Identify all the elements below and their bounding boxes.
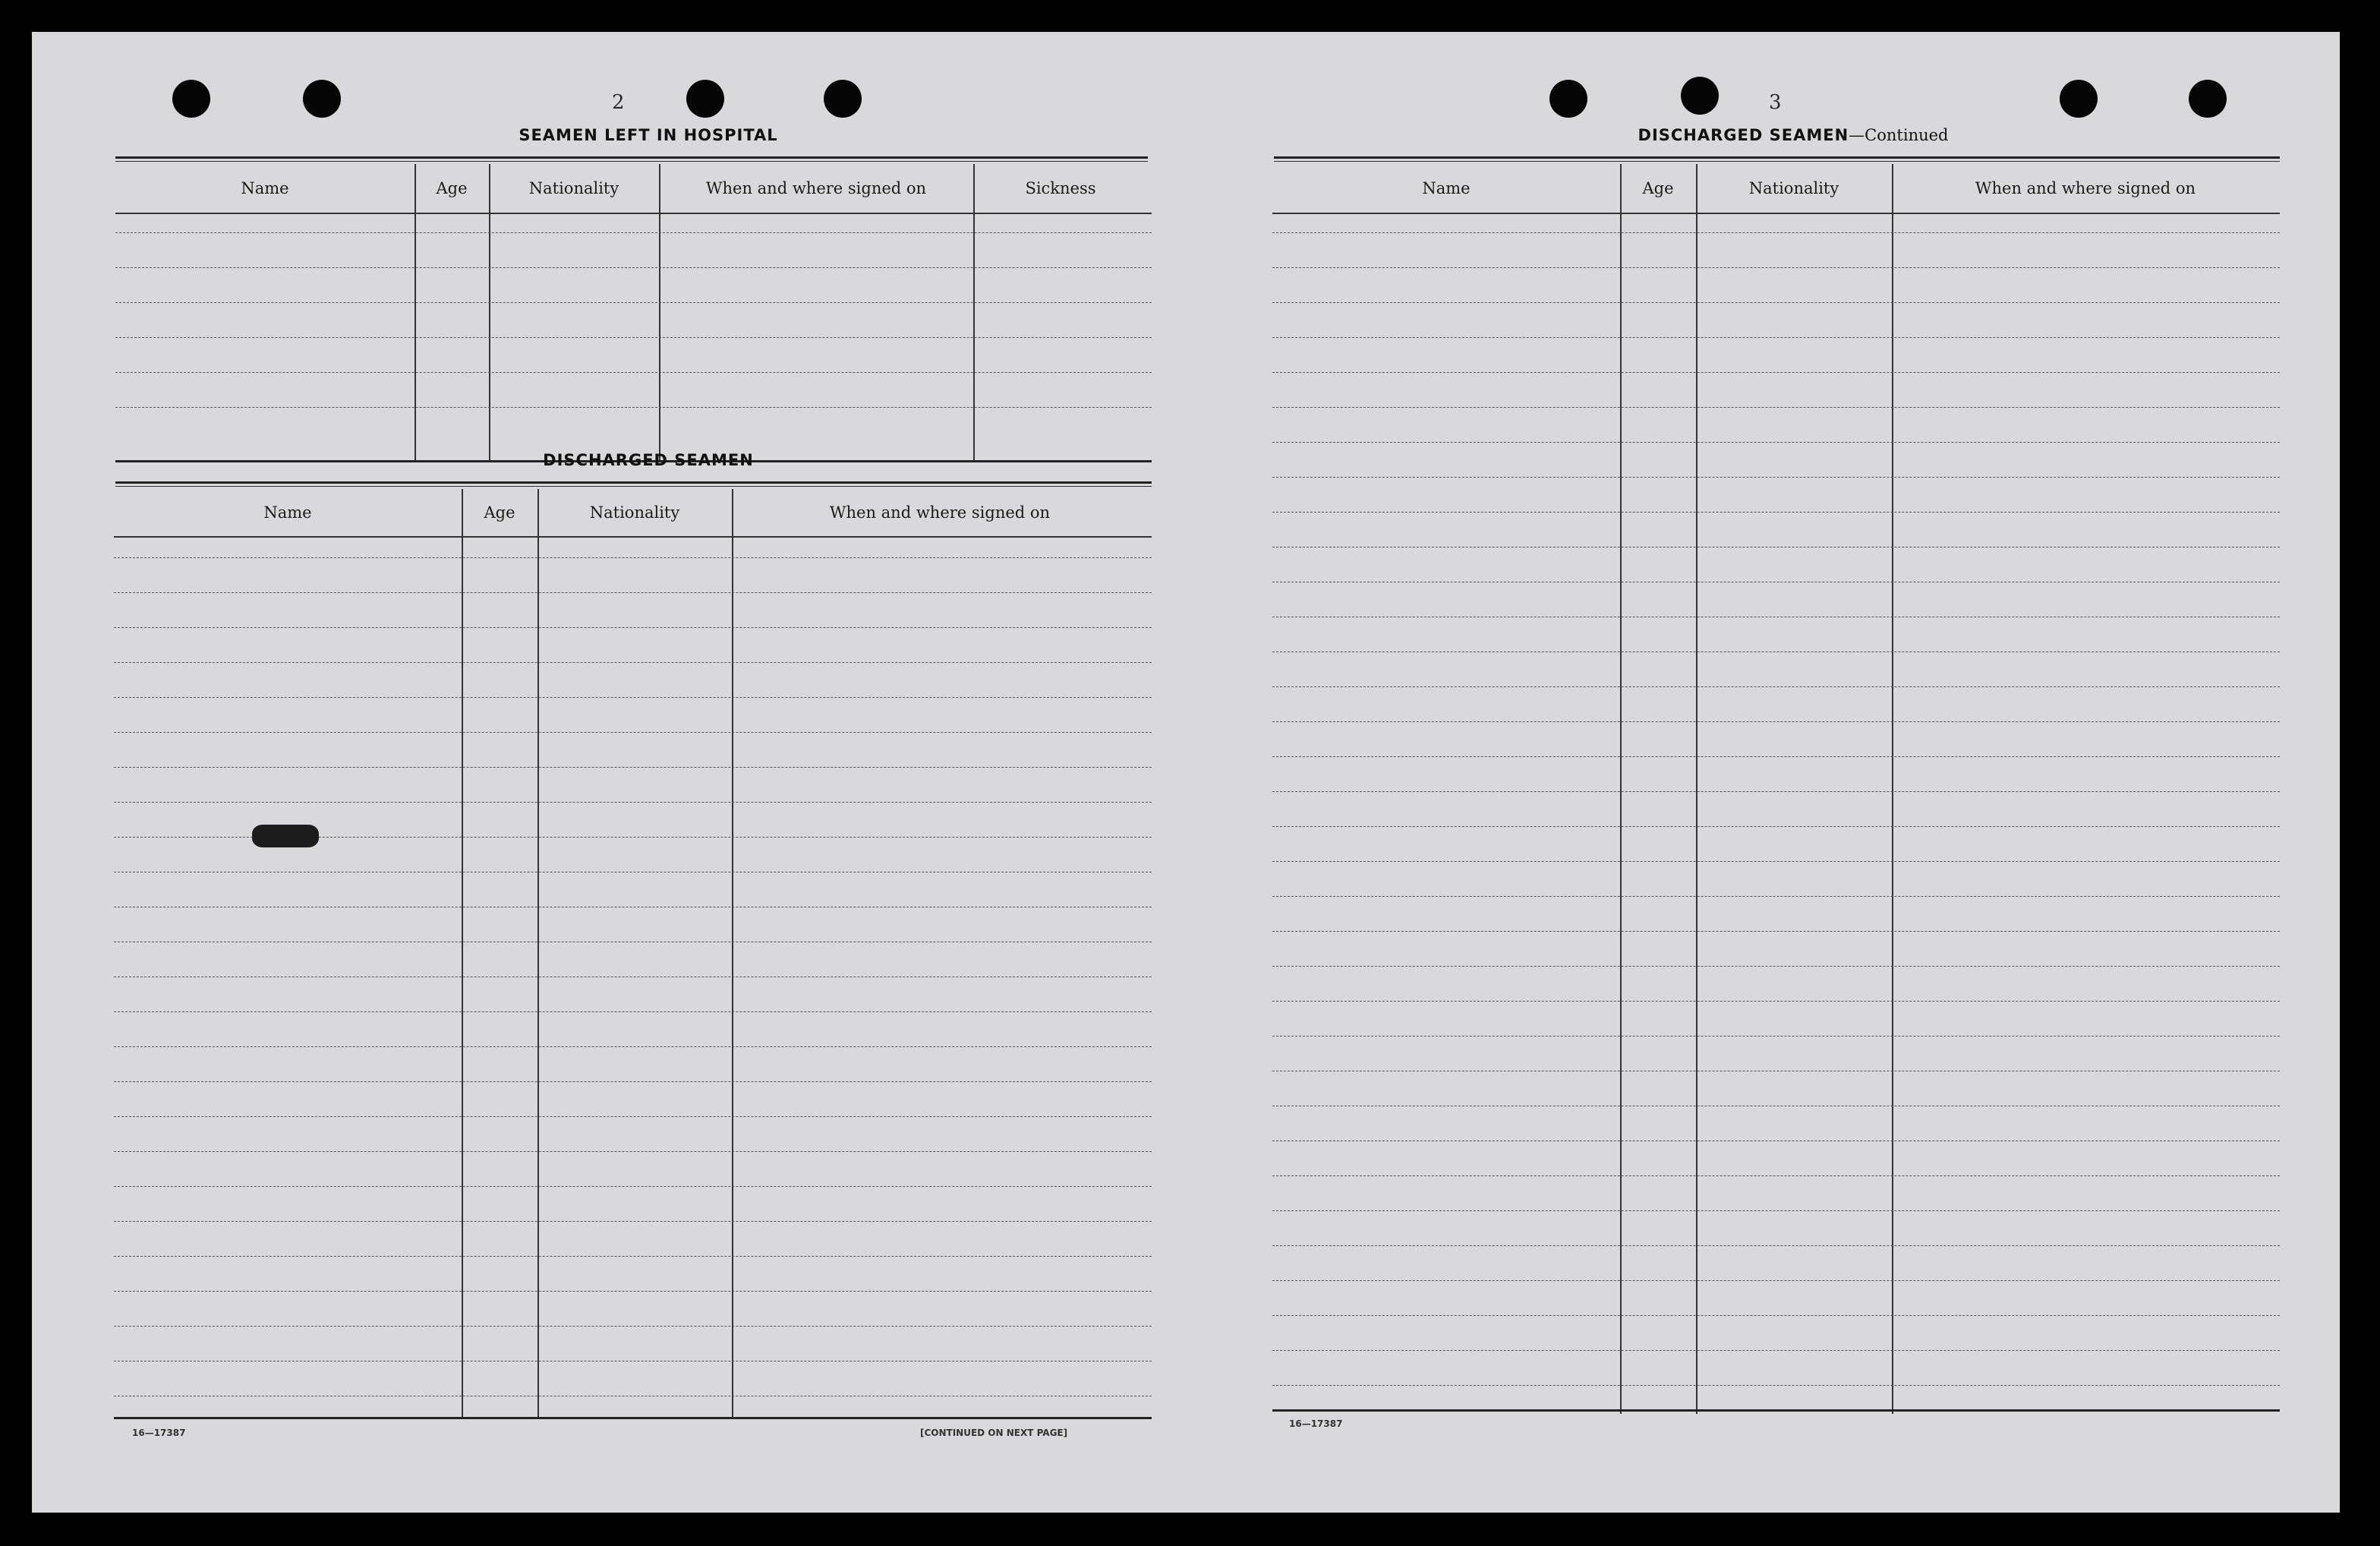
column-divider [973, 164, 975, 462]
hospital-table [115, 164, 1152, 462]
table-row [1272, 407, 2280, 408]
table-row [115, 337, 1152, 338]
column-divider [1620, 164, 1622, 1414]
hospital-section-title: SEAMEN LEFT IN HOSPITAL [519, 126, 778, 144]
col-header-sickness: Sickness [1025, 179, 1096, 197]
discharged-section-title: DISCHARGED SEAMEN [543, 451, 754, 469]
table-row [114, 1256, 1152, 1257]
col-header-name: Name [241, 179, 289, 197]
table-row [1272, 896, 2280, 897]
column-divider [537, 489, 539, 1419]
col-header-age: Age [1642, 179, 1674, 197]
table-row [1272, 966, 2280, 967]
table-row [114, 732, 1152, 733]
table-row [1272, 512, 2280, 513]
table-row [114, 697, 1152, 698]
table-row [1272, 861, 2280, 862]
column-divider [489, 164, 490, 462]
table-row [1272, 1175, 2280, 1176]
table-row [114, 1046, 1152, 1047]
ink-smudge [252, 825, 319, 847]
binder-hole [2060, 80, 2098, 118]
binder-hole [303, 80, 341, 118]
column-divider [732, 489, 733, 1419]
table-row [114, 1081, 1152, 1082]
table-row [1272, 1280, 2280, 1281]
continued-note: [CONTINUED ON NEXT PAGE] [920, 1428, 1068, 1438]
column-divider [1696, 164, 1698, 1414]
table-row [114, 1186, 1152, 1187]
discharged-continued-table [1272, 164, 2280, 1414]
col-header-signed-on: When and where signed on [1975, 179, 2196, 197]
discharged-continued-title [1520, 126, 2066, 144]
hospital-table-header [115, 164, 1152, 214]
table-row [114, 557, 1152, 558]
form-number-left: 16—17387 [132, 1428, 186, 1438]
table-row [114, 1116, 1152, 1117]
table-row [1272, 791, 2280, 792]
discharged-table [114, 489, 1152, 1419]
binder-hole [172, 80, 210, 118]
continued-suffix: —Continued [1849, 126, 1949, 144]
table-row [1272, 477, 2280, 478]
table-row [1272, 232, 2280, 233]
table-row [1272, 721, 2280, 722]
table-row [114, 592, 1152, 593]
table-row [1272, 1001, 2280, 1002]
col-header-signed-on: When and where signed on [705, 179, 927, 197]
column-divider [462, 489, 463, 1419]
table-row [115, 372, 1152, 373]
column-divider [415, 164, 416, 462]
discharged-continued-table-header [1272, 164, 2280, 214]
table-row [1272, 1210, 2280, 1211]
table-row [114, 627, 1152, 628]
table-row [1272, 756, 2280, 757]
binder-hole [686, 80, 724, 118]
table-row [114, 767, 1152, 768]
discharged-title-rule [115, 481, 1152, 484]
col-header-name: Name [1422, 179, 1471, 197]
col-header-nationality: Nationality [528, 179, 619, 197]
table-row [1272, 826, 2280, 827]
table-row [114, 1326, 1152, 1327]
table-row [1272, 1315, 2280, 1316]
col-header-age: Age [436, 179, 468, 197]
table-row [1272, 302, 2280, 303]
table-row [115, 302, 1152, 303]
table-row [115, 267, 1152, 268]
table-row [1272, 931, 2280, 932]
table-row [114, 1151, 1152, 1152]
col-header-signed-on: When and where signed on [829, 503, 1051, 522]
column-divider [1892, 164, 1893, 1414]
table-row [1272, 372, 2280, 373]
table-row [1272, 1350, 2280, 1351]
continued-title-rule [1274, 156, 2280, 159]
binder-hole [1549, 80, 1587, 118]
discharged-continued-title-main: DISCHARGED SEAMEN [1638, 126, 1849, 144]
binder-hole [824, 80, 862, 118]
col-header-name: Name [263, 503, 312, 522]
table-row [1272, 1385, 2280, 1386]
page-number-right: 3 [1769, 91, 1782, 114]
hospital-title-rule [115, 156, 1148, 159]
table-row [1272, 267, 2280, 268]
table-row [1272, 686, 2280, 687]
table-row [114, 1291, 1152, 1292]
discharged-table-bottom-rule [114, 1417, 1152, 1419]
col-header-nationality: Nationality [589, 503, 680, 522]
continued-table-bottom-rule [1272, 1409, 2280, 1412]
discharged-table-header [114, 489, 1152, 538]
table-row [114, 1221, 1152, 1222]
page-number-left: 2 [612, 91, 625, 114]
table-row [114, 802, 1152, 803]
table-row [1272, 337, 2280, 338]
table-row [1272, 1245, 2280, 1246]
binder-hole [2189, 80, 2227, 118]
column-divider [659, 164, 660, 462]
table-row [115, 232, 1152, 233]
col-header-nationality: Nationality [1748, 179, 1839, 197]
binder-hole [1681, 77, 1719, 115]
table-row [115, 407, 1152, 408]
form-number-right: 16—17387 [1289, 1418, 1343, 1429]
table-row [114, 662, 1152, 663]
table-row [114, 1011, 1152, 1012]
table-row [1272, 442, 2280, 443]
form-sheet [32, 32, 2340, 1513]
col-header-age: Age [484, 503, 515, 522]
